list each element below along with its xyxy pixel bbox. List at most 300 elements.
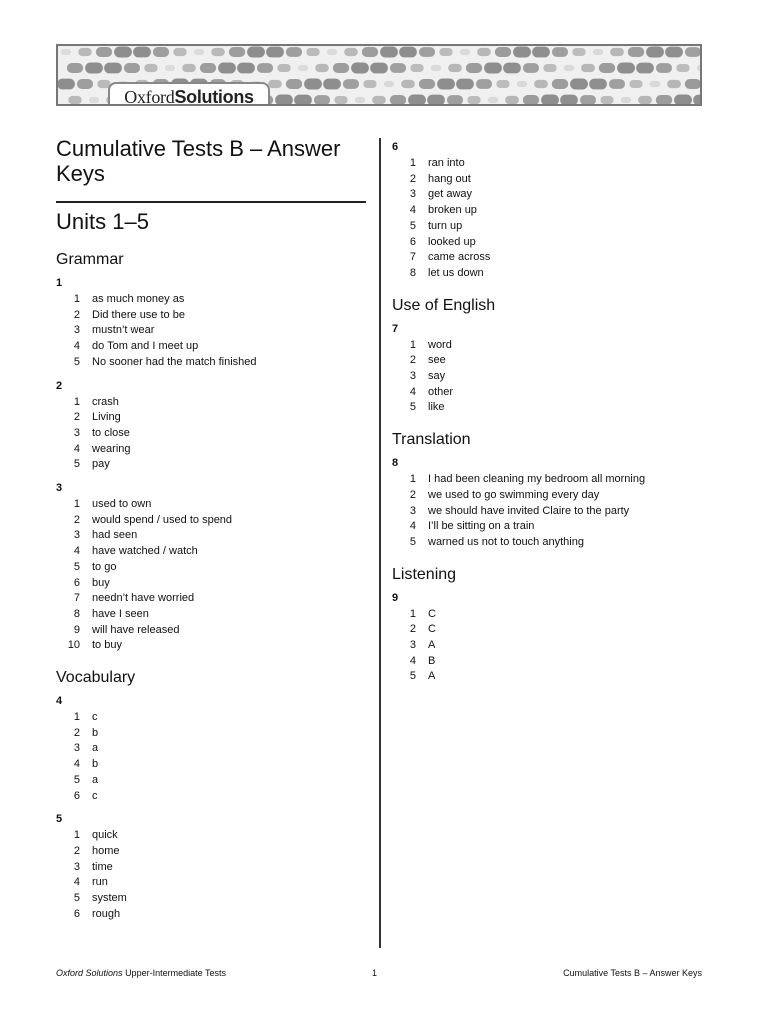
banner-pill (343, 79, 359, 89)
answer-text: Did there use to be (92, 308, 185, 321)
answer-number: 7 (409, 251, 416, 264)
column-divider (379, 138, 381, 948)
answer-number: 5 (73, 458, 80, 471)
answer-number: 6 (73, 907, 80, 920)
answer-number: 3 (409, 639, 416, 652)
answer-number: 6 (409, 235, 416, 248)
answer-item (56, 560, 366, 576)
answer-number: 5 (73, 892, 80, 905)
banner-pill (676, 64, 689, 72)
answer-item (392, 385, 702, 401)
answer-text: Living (92, 411, 121, 424)
answer-text: I had been cleaning my bedroom all morning (428, 473, 646, 486)
answer-item (392, 338, 702, 354)
banner-pill (89, 97, 99, 103)
answer-text: as much money as (92, 293, 185, 305)
answer-text: broken up (428, 204, 477, 217)
answer-item (392, 519, 702, 535)
exercise-block (56, 481, 366, 654)
answer-text: will have released (92, 623, 180, 636)
banner-pill (552, 47, 568, 57)
answer-item (56, 442, 366, 458)
banner-pill (610, 48, 624, 56)
right-column (392, 140, 702, 699)
answer-text: system (92, 892, 127, 905)
answer-number: 9 (73, 623, 80, 636)
banner-pill (523, 63, 539, 73)
exercise-block (392, 456, 702, 551)
answer-number: 2 (73, 513, 80, 526)
banner-pill (599, 63, 615, 73)
footer-section-title: Cumulative Tests B – Answer Keys (563, 968, 702, 978)
answer-text: wearing (92, 442, 131, 455)
answer-item (392, 219, 702, 235)
answer-number: 4 (409, 204, 416, 217)
banner-pill (173, 48, 186, 56)
answer-text: a (92, 742, 99, 755)
answer-text: hang out (428, 172, 471, 185)
answer-number: 1 (73, 293, 80, 305)
banner-pill (78, 48, 91, 56)
banner-pill (327, 49, 337, 55)
answer-item (392, 607, 702, 623)
banner-pill (580, 95, 596, 105)
footer-brand: Oxford Solutions (56, 968, 123, 978)
answer-text: to buy (92, 639, 122, 652)
section-heading: Grammar (56, 251, 124, 268)
answer-number: 4 (409, 385, 416, 398)
banner-pill (532, 47, 550, 58)
answer-item (392, 172, 702, 188)
banner-pill (560, 95, 578, 106)
banner-pill (460, 49, 470, 55)
answer-number: 5 (409, 401, 416, 414)
banner-pill (674, 95, 692, 106)
answer-number: 1 (409, 338, 416, 351)
answer-item (392, 353, 702, 369)
banner-pill (229, 47, 245, 57)
banner-pill (237, 63, 255, 74)
banner-pill (200, 63, 216, 73)
answer-item (56, 457, 366, 473)
header-banner (56, 44, 702, 106)
answer-number: 1 (409, 607, 416, 620)
answer-item (56, 860, 366, 876)
banner-pill (355, 97, 365, 103)
answer-text: run (92, 876, 108, 889)
banner-pill (390, 63, 406, 73)
answer-item (392, 156, 702, 172)
banner-pill (697, 65, 702, 71)
answer-number: 5 (73, 560, 80, 573)
banner-pill (439, 48, 452, 56)
answer-text: have watched / watch (92, 545, 198, 558)
banner-pill (298, 65, 308, 71)
banner-pill (77, 79, 93, 89)
answer-text: time (92, 860, 113, 873)
answer-text: we used to go swimming every day (428, 488, 600, 501)
answer-number: 2 (73, 308, 80, 321)
answer-number: 3 (73, 529, 80, 542)
answer-item (56, 497, 366, 513)
exercise-number: 1 (56, 277, 63, 289)
answer-text: see (428, 354, 446, 367)
banner-pill (380, 47, 398, 58)
banner-pill (543, 64, 556, 72)
answer-item (392, 369, 702, 385)
banner-pill (114, 47, 132, 58)
banner-pill (656, 63, 672, 73)
answer-item (392, 654, 702, 670)
banner-pill (467, 96, 480, 104)
answer-text: b (92, 726, 99, 739)
answer-item (56, 741, 366, 757)
answer-text: quick (92, 829, 118, 842)
answer-item (56, 891, 366, 907)
exercise-number: 8 (392, 457, 399, 470)
banner-pill (372, 96, 386, 104)
answer-text: b (92, 758, 99, 771)
answer-item (56, 726, 366, 742)
exercise-number: 6 (392, 141, 399, 153)
unit-heading: Units 1–5 (56, 209, 149, 234)
answer-item (56, 844, 366, 860)
banner-pill (211, 48, 225, 56)
banner-pill (401, 80, 415, 88)
answer-item (392, 250, 702, 266)
banner-pill (344, 48, 358, 56)
answer-item (56, 907, 366, 923)
banner-pill (96, 47, 112, 57)
banner-pill (408, 95, 426, 106)
answer-item (392, 266, 702, 282)
banner-pill (650, 81, 660, 87)
answer-number: 4 (73, 545, 80, 558)
answer-number: 4 (409, 520, 416, 533)
banner-pill (133, 47, 151, 58)
answer-number: 4 (73, 442, 80, 455)
banner-pill (476, 79, 492, 89)
answer-text: mustn’t wear (92, 324, 155, 337)
answer-item (392, 187, 702, 203)
answer-text: would spend / used to spend (92, 513, 233, 526)
answer-item (56, 355, 366, 371)
answer-item (56, 638, 366, 654)
answer-text: crash (92, 395, 119, 408)
exercise-number: 3 (56, 482, 63, 495)
answer-item (56, 757, 366, 773)
answer-number: 5 (409, 219, 416, 232)
banner-pill (636, 63, 654, 74)
banner-pill (541, 95, 559, 106)
banner-pill (268, 80, 282, 88)
oxford-solutions-logo (108, 82, 270, 106)
section-heading: Listening (392, 565, 457, 583)
section-heading: Translation (392, 431, 471, 449)
answer-number: 3 (409, 504, 416, 517)
banner-pill (124, 63, 140, 73)
answer-item (56, 789, 366, 805)
exercise-number: 4 (56, 695, 63, 708)
answer-item (56, 607, 366, 623)
banner-pill (646, 47, 664, 58)
answer-number: 2 (73, 844, 80, 857)
exercise-number: 2 (56, 379, 63, 392)
answer-number: 1 (409, 473, 416, 486)
banner-pill (581, 64, 595, 72)
banner-pill (447, 95, 463, 105)
banner-pill (323, 79, 341, 90)
answer-item (392, 638, 702, 654)
answer-item (56, 576, 366, 592)
answer-number: 5 (73, 355, 80, 368)
banner-pill (593, 49, 603, 55)
banner-pill (410, 64, 423, 72)
answer-item (392, 472, 702, 488)
banner-pill (564, 65, 574, 71)
exercise-number: 9 (392, 591, 399, 604)
answer-item (392, 400, 702, 416)
banner-pill (257, 63, 273, 73)
answer-text: like (428, 401, 445, 414)
answer-number: 3 (409, 370, 416, 383)
banner-pill (266, 47, 284, 58)
answer-number: 8 (73, 607, 80, 620)
banner-pill (552, 79, 568, 89)
banner-pill (477, 48, 491, 56)
answer-text: to go (92, 560, 117, 573)
banner-pill (609, 79, 625, 89)
answer-number: 3 (73, 860, 80, 873)
answer-text: ran into (428, 157, 465, 169)
exercise-block (56, 276, 366, 371)
page-number: 1 (372, 968, 378, 978)
answer-number: 2 (409, 488, 416, 501)
answer-text: needn’t have worried (92, 592, 195, 605)
answer-text: pay (92, 458, 110, 471)
banner-pill (427, 95, 445, 106)
banner-pill (419, 79, 435, 89)
answer-text: home (92, 844, 120, 857)
answer-number: 1 (409, 157, 416, 169)
answer-item (56, 528, 366, 544)
banner-pill (61, 49, 71, 55)
answer-text: B (428, 654, 436, 667)
answer-number: 2 (409, 354, 416, 367)
answer-text: No sooner had the match finished (92, 355, 257, 368)
banner-pill (334, 96, 347, 104)
banner-pill (517, 81, 527, 87)
answer-number: 10 (67, 639, 80, 652)
answer-number: 7 (73, 592, 80, 605)
banner-pill (617, 63, 635, 74)
answer-item (56, 292, 366, 308)
answer-number: 3 (409, 188, 416, 201)
answer-number: 4 (409, 654, 416, 667)
banner-pill (363, 80, 376, 88)
exercise-block (392, 140, 702, 282)
banner-pill (621, 97, 631, 103)
banner-pill (484, 63, 502, 74)
answer-item (56, 544, 366, 560)
banner-pill (194, 49, 204, 55)
exercise-block (392, 591, 702, 686)
banner-pill (351, 63, 369, 74)
answer-text: came across (428, 251, 491, 264)
banner-pill (600, 96, 613, 104)
answer-item (56, 773, 366, 789)
answer-item (56, 591, 366, 607)
banner-pill (384, 81, 394, 87)
banner-pill (333, 63, 349, 73)
answer-number: 3 (73, 426, 80, 439)
answer-number: 3 (73, 324, 80, 337)
answer-item (392, 203, 702, 219)
banner-pill (390, 95, 406, 105)
answer-text: turn up (428, 219, 463, 232)
banner-pill (693, 95, 702, 106)
banner-pill (165, 65, 175, 71)
answer-number: 2 (409, 172, 416, 185)
banner-pill (488, 97, 498, 103)
section-heading: Use of English (392, 296, 496, 314)
answer-text: A (428, 639, 436, 652)
exercise-number: 7 (392, 322, 399, 335)
answer-item (56, 710, 366, 726)
answer-text: C (428, 607, 436, 620)
banner-pill (85, 63, 103, 74)
banner-pill (247, 47, 265, 58)
answer-item (56, 623, 366, 639)
banner-pill (294, 95, 312, 106)
answer-item (392, 622, 702, 638)
banner-pill (572, 48, 585, 56)
banner-pill (104, 63, 122, 74)
answer-item (392, 235, 702, 251)
answer-text: to close (92, 426, 130, 439)
banner-pill (315, 64, 329, 72)
logo-word-solutions: Solutions (174, 87, 254, 106)
answer-text: buy (92, 576, 110, 589)
banner-pill (399, 47, 417, 58)
answer-number: 2 (409, 623, 416, 636)
banner-pill (570, 79, 588, 90)
banner-pill (589, 79, 607, 90)
answer-number: 1 (73, 498, 80, 511)
answer-number: 1 (73, 711, 80, 724)
banner-pill (182, 64, 196, 72)
exercise-number: 5 (56, 813, 63, 826)
footer-left (56, 968, 226, 978)
answer-item (56, 308, 366, 324)
banner-pill (629, 80, 642, 88)
answer-number: 4 (73, 876, 80, 889)
exercise-block (56, 812, 366, 922)
answer-text: we should have invited Claire to the party (428, 504, 630, 517)
answer-item (392, 488, 702, 504)
answer-number: 4 (73, 340, 80, 353)
answer-item (56, 323, 366, 339)
banner-pill (153, 47, 169, 57)
exercise-block (392, 322, 702, 417)
banner-pill (218, 63, 236, 74)
banner-pill (362, 47, 378, 57)
answer-item (56, 410, 366, 426)
banner-pill (638, 96, 652, 104)
answer-text: c (92, 711, 98, 724)
banner-pill (304, 79, 322, 90)
banner-pill (496, 80, 509, 88)
banner-pill (534, 80, 548, 88)
footer-book-title: Upper-Intermediate Tests (125, 968, 226, 978)
answer-text: say (428, 370, 446, 383)
banner-pill (685, 47, 701, 57)
banner-pill (667, 80, 681, 88)
answer-text: other (428, 385, 454, 398)
answer-text: used to own (92, 498, 152, 511)
banner-pill (67, 63, 83, 73)
answer-number: 6 (73, 576, 80, 589)
answer-item (56, 339, 366, 355)
banner-pill (448, 64, 462, 72)
answer-text: get away (428, 188, 473, 201)
banner-pill (419, 47, 435, 57)
answer-text: C (428, 623, 436, 636)
exercise-block (56, 694, 366, 804)
answer-number: 4 (73, 758, 80, 771)
answer-item (56, 426, 366, 442)
banner-pill (456, 79, 474, 90)
answer-item (56, 875, 366, 891)
answer-item (56, 395, 366, 411)
banner-pill (277, 64, 290, 72)
answer-number: 2 (73, 726, 80, 739)
banner-pill (431, 65, 441, 71)
answer-item (392, 535, 702, 551)
answer-number: 5 (409, 535, 416, 548)
answer-text: c (92, 789, 98, 802)
answer-text: had seen (92, 529, 138, 542)
banner-pill (437, 79, 455, 90)
answer-number: 8 (409, 266, 416, 279)
document-title: Cumulative Tests B – Answer Keys (56, 136, 341, 186)
answer-number: 1 (73, 395, 80, 408)
answer-text: rough (92, 907, 121, 920)
banner-pill (58, 79, 75, 90)
answer-item (392, 504, 702, 520)
banner-pill (370, 63, 388, 74)
answer-text: do Tom and I meet up (92, 340, 199, 353)
banner-pill (286, 47, 302, 57)
logo-word-oxford: Oxford (124, 87, 175, 106)
banner-pill (628, 47, 644, 57)
banner-pill (68, 96, 81, 104)
answer-item (392, 669, 702, 685)
banner-pill (665, 47, 683, 58)
answer-text: A (428, 670, 436, 683)
answer-text: I’ll be sitting on a train (428, 520, 535, 533)
answer-text: let us down (428, 266, 484, 279)
answer-number: 1 (73, 829, 80, 842)
banner-pill (306, 48, 319, 56)
exercise-block (56, 379, 366, 474)
answer-number: 2 (73, 411, 80, 424)
answer-number: 3 (73, 742, 80, 755)
banner-pill (656, 95, 672, 105)
banner-pill (685, 79, 701, 89)
answer-number: 5 (73, 773, 80, 786)
banner-pill (503, 63, 521, 74)
